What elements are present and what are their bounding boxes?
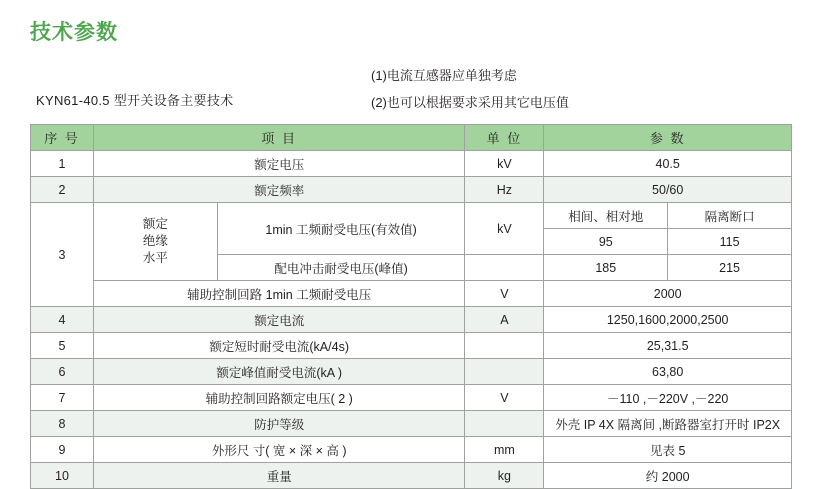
row-param: 见表 5	[544, 437, 792, 463]
row-subitem: 配电冲击耐受电压(峰值)	[217, 255, 465, 281]
row-param: 约 2000	[544, 463, 792, 489]
row-param: 50/60	[544, 177, 792, 203]
row-index: 5	[31, 333, 94, 359]
row-subitem: 辅助控制回路 1min 工频耐受电压	[94, 281, 465, 307]
row-item: 外形尺 寸( 宽 × 深 × 高 )	[94, 437, 465, 463]
row-index: 6	[31, 359, 94, 385]
group-label-line-3: 水平	[142, 251, 168, 265]
row-col-b-value: 215	[668, 255, 792, 281]
row-group-label	[94, 203, 218, 281]
row-param: －110 ,－220V ,－220	[544, 385, 792, 411]
table-row	[31, 411, 792, 437]
row-col-a-header: 相间、相对地	[544, 203, 668, 229]
page-subtitle: KYN61-40.5 型开关设备主要技术	[36, 93, 234, 108]
row-item: 额定电压	[94, 151, 465, 177]
header-unit: 单 位	[465, 125, 544, 151]
table-row	[31, 177, 792, 203]
row-item: 辅助控制回路额定电压( 2 )	[94, 385, 465, 411]
table-row	[31, 203, 792, 229]
row-param: 外壳 IP 4X 隔离间 ,断路器室打开时 IP2X	[544, 411, 792, 437]
group-label-line-2: 绝缘	[142, 234, 168, 248]
row-item: 额定峰值耐受电流(kA )	[94, 359, 465, 385]
specification-table	[30, 124, 792, 489]
row-item: 额定电流	[94, 307, 465, 333]
row-index: 7	[31, 385, 94, 411]
note-2: (2)也可以根据要求采用其它电压值	[371, 95, 569, 110]
header-index: 序 号	[31, 125, 94, 151]
row-index: 10	[31, 463, 94, 489]
row-unit: kV	[465, 151, 544, 177]
row-item: 防护等级	[94, 411, 465, 437]
table-row	[31, 151, 792, 177]
row-index: 9	[31, 437, 94, 463]
row-unit	[465, 333, 544, 359]
row-item: 额定频率	[94, 177, 465, 203]
row-index: 3	[31, 203, 94, 307]
table-row	[31, 385, 792, 411]
row-index: 4	[31, 307, 94, 333]
row-param: 40.5	[544, 151, 792, 177]
row-unit: Hz	[465, 177, 544, 203]
table-row	[31, 463, 792, 489]
notes-block	[371, 62, 569, 116]
table-row	[31, 281, 792, 307]
header-item: 项 目	[94, 125, 465, 151]
row-index: 8	[31, 411, 94, 437]
row-unit	[465, 411, 544, 437]
table-row	[31, 307, 792, 333]
row-unit: V	[465, 385, 544, 411]
row-item: 额定短时耐受电流(kA/4s)	[94, 333, 465, 359]
group-label-line-1: 额定	[142, 217, 168, 231]
row-unit	[465, 359, 544, 385]
table-body	[31, 151, 792, 489]
row-col-a-value: 185	[544, 255, 668, 281]
row-param: 25,31.5	[544, 333, 792, 359]
row-item: 重量	[94, 463, 465, 489]
table-header-row	[31, 125, 792, 151]
row-unit: V	[465, 281, 544, 307]
row-param: 2000	[544, 281, 792, 307]
note-1: (1)电流互感器应单独考虑	[371, 68, 517, 83]
row-unit: kV	[465, 203, 544, 255]
row-unit: mm	[465, 437, 544, 463]
header-param: 参 数	[544, 125, 792, 151]
row-subitem: 1min 工频耐受电压(有效值)	[217, 203, 465, 255]
row-unit	[465, 255, 544, 281]
table-row	[31, 333, 792, 359]
row-param: 63,80	[544, 359, 792, 385]
row-index: 2	[31, 177, 94, 203]
table-row	[31, 437, 792, 463]
row-index: 1	[31, 151, 94, 177]
page-title: 技术参数	[30, 21, 118, 44]
row-col-b-header: 隔离断口	[668, 203, 792, 229]
table-header	[31, 125, 792, 151]
row-unit: A	[465, 307, 544, 333]
row-param: 1250,1600,2000,2500	[544, 307, 792, 333]
row-unit: kg	[465, 463, 544, 489]
table-row	[31, 359, 792, 385]
row-col-a-value: 95	[544, 229, 668, 255]
row-col-b-value: 115	[668, 229, 792, 255]
